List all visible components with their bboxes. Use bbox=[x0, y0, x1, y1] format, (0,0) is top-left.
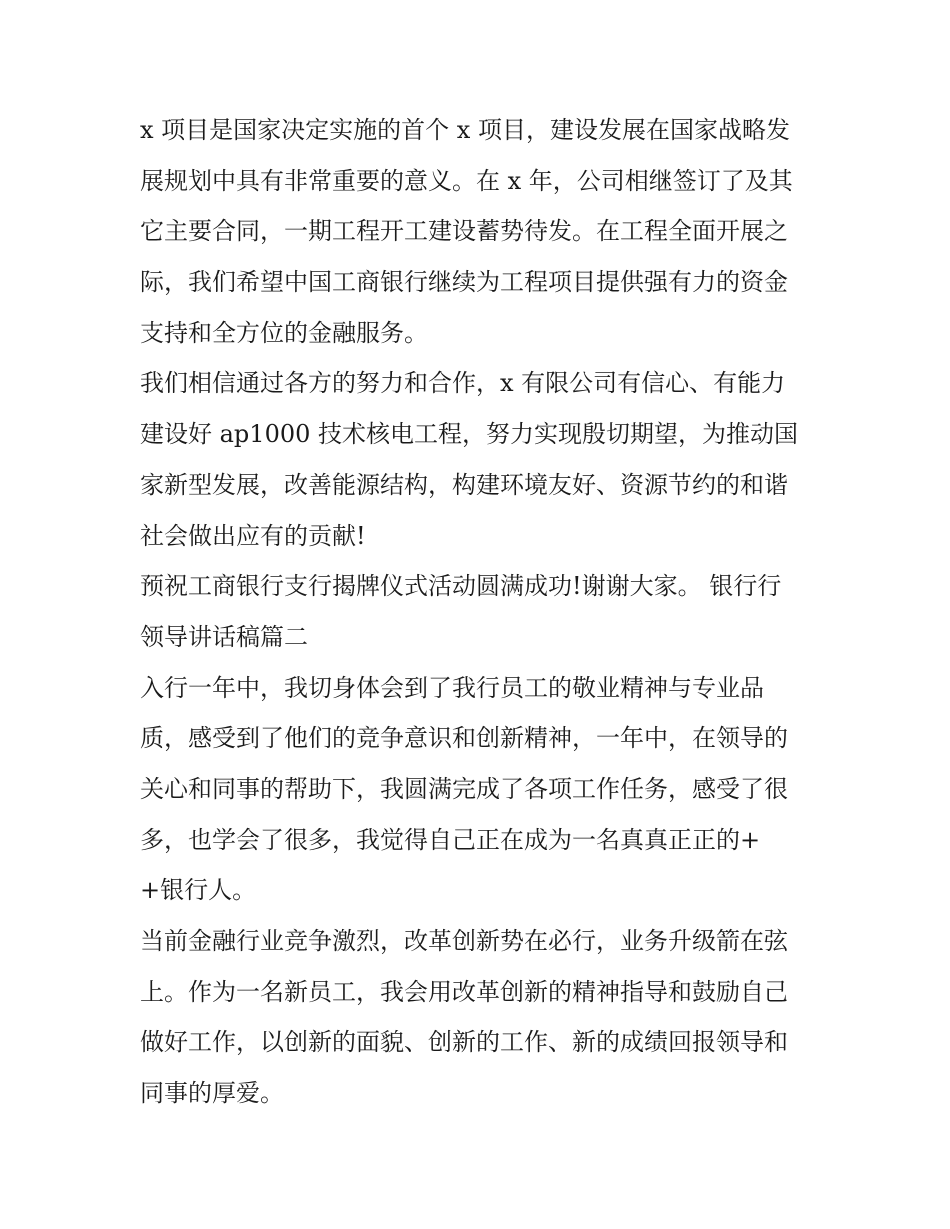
text-line: 建设好 ap1000 技术核电工程，努力实现殷切期望，为推动国 bbox=[140, 420, 799, 449]
document-body bbox=[140, 105, 820, 1119]
text-line: 社会做出应有的贡献! bbox=[140, 521, 366, 550]
text-line: 同事的厚爱。 bbox=[140, 1079, 284, 1108]
text-line: 际，我们希望中国工商银行继续为工程项目提供强有力的资金 bbox=[140, 268, 788, 297]
text-line: x 项目是国家决定实施的首个 x 项目，建设发展在国家战略发 bbox=[140, 116, 790, 144]
text-line: 家新型发展，改善能源结构，构建环境友好、资源节约的和谐 bbox=[140, 470, 788, 499]
text-line: 它主要合同，一期工程开工建设蓄势待发。在工程全面开展之 bbox=[140, 217, 788, 246]
text-line: 质，感受到了他们的竞争意识和创新精神，一年中，在领导的 bbox=[140, 724, 788, 753]
text-line: 多，也学会了很多，我觉得自己正在成为一名真真正正的+ bbox=[140, 825, 761, 854]
text-line: 支持和全方位的金融服务。 bbox=[140, 318, 428, 347]
text-line: 我们相信通过各方的努力和合作，x 有限公司有信心、有能力 bbox=[140, 369, 786, 398]
text-line: 展规划中具有非常重要的意义。在 x 年，公司相继签订了及其 bbox=[140, 166, 793, 195]
text-line: 当前金融行业竞争激烈，改革创新势在必行，业务升级箭在弦 bbox=[140, 927, 788, 955]
text-line: 做好工作，以创新的面貌、创新的工作、新的成绩回报领导和 bbox=[140, 1028, 788, 1057]
text-line: 关心和同事的帮助下，我圆满完成了各项工作任务，感受了很 bbox=[140, 774, 788, 803]
section-title-line: 领导讲话稿篇二 bbox=[140, 622, 308, 651]
text-line: 入行一年中，我切身体会到了我行员工的敬业精神与专业品 bbox=[140, 673, 764, 702]
text-line: 预祝工商银行支行揭牌仪式活动圆满成功!谢谢大家。 银行行 bbox=[140, 572, 782, 601]
text-line: 上。作为一名新员工，我会用改革创新的精神指导和鼓励自己 bbox=[140, 977, 788, 1006]
text-line: +银行人。 bbox=[140, 876, 257, 905]
